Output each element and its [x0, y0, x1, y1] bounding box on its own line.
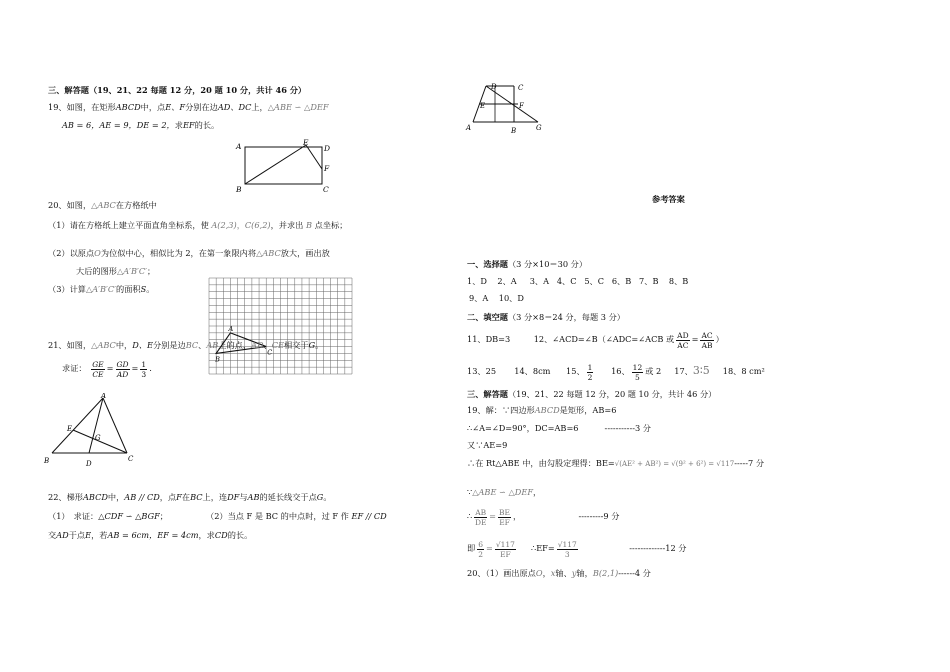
grid-label-b: B	[215, 355, 220, 364]
q21-triangle-figure	[40, 393, 140, 471]
q19-rectangle-figure	[232, 138, 337, 196]
q21-prove: 求证： $\frac{GE}{CE}$ = $\frac{GD}{AD}$ = $\frac{1}{3}$ .	[62, 359, 152, 379]
q21-label-c: C	[128, 455, 134, 463]
q21-label-a: A	[101, 393, 107, 400]
q22-label-a: A	[466, 124, 472, 132]
q20-part2b: 大后的图形△A′B′C′；	[76, 266, 156, 276]
q19-label-e: E	[303, 138, 309, 147]
q22-part1: （1） 求证：△CDF ∽ △BGF；	[48, 511, 168, 521]
q22-label-g: G	[536, 124, 542, 132]
q22-label-e: E	[480, 102, 486, 110]
q20-part1: （1）请在方格纸上建立平面直角坐标系，使 A(2,3)，C(6,2)，并求出 B 点坐标；	[48, 220, 348, 230]
q21-label-d: D	[86, 460, 92, 468]
q21-label-g: G	[95, 434, 101, 442]
q20-part2: （2）以原点O为位似中心，相似比为 2，在第一象限内将△ABC放大，画出放	[48, 248, 330, 258]
q19-label-f: F	[324, 164, 330, 173]
q19-label-b: B	[236, 185, 242, 194]
section3-heading: 三、解答题（19、21、22 每题 12 分，20 题 10 分，共计 46 分）	[48, 85, 307, 95]
s3-line4: ∴在 Rt△ABE 中，由勾股定理得：BE=√(AE² + AB²) = √(9² + 6²) = √117-----7 分	[467, 458, 765, 468]
answers-title: 参考答案	[652, 194, 685, 204]
s2-row1: 11、DB=3 12、∠ACD=∠B（∠ADC=∠ACB 或 $\frac{AD}{AC}$ = $\frac{AC}{AB}$ ）	[467, 330, 724, 350]
s3-line3: 又∵AE=9	[467, 440, 508, 450]
s3-line5: ∵△ABE ∽ △DEF，	[467, 487, 542, 497]
s1-row1: 1、D 2、A 3、A 4、C 5、C 6、B 7、B 8、B	[467, 276, 689, 286]
q20-line1: 20、如图，△ABC在方格纸中	[48, 200, 157, 210]
q22-line3: 交AD于点E，若AB = 6cm，EF = 4cm，求CD的长。	[48, 530, 253, 540]
s3-line6: ∴ $\frac{AB}{DE}$ = $\frac{BE}{EF}$ ， ---------9 分	[467, 507, 620, 527]
q22-label-f: F	[519, 102, 524, 110]
q21-label-b: B	[44, 457, 50, 465]
q19-label-c: C	[323, 185, 329, 194]
s3-line8: 20、（1）画出原点O，x轴、y轴，B(2,1)------4 分	[467, 568, 651, 578]
q22-trapezoid-figure	[462, 80, 552, 136]
q22-label-b: B	[511, 127, 517, 135]
s2-heading: 二、填空题（3 分×8＝24 分，每题 3 分）	[467, 312, 625, 322]
grid-label-a: A	[228, 324, 234, 333]
q21-label-e: E	[67, 425, 73, 433]
s3-heading: 三、解答题（19、21、22 每题 12 分，20 题 10 分，共计 46 分）	[467, 389, 717, 399]
q20-part3: （3）计算△A′B′C′的面积S。	[48, 284, 155, 294]
s2-row2: 13、25 14、8cm 15、 $\frac{1}{2}$ 16、 $\frac{12}{5}$ 或 2 17、3∶5 18、8 cm²	[467, 362, 765, 382]
q19-line2: AB = 6，AE = 9，DE = 2，求EF的长。	[62, 120, 220, 130]
s3-line2: ∴∠A=∠D=90°，DC=AB=6 -----------3 分	[467, 423, 651, 433]
q20-grid-paper	[208, 277, 353, 375]
q19-label-a: A	[236, 142, 242, 151]
s3-line1: 19、解：∵四边形ABCD是矩形，AB=6	[467, 405, 617, 415]
q22-label-d: D	[491, 83, 497, 91]
q22-label-c: C	[518, 84, 524, 92]
s1-row2: 9、A 10、D	[469, 293, 524, 303]
s3-line7: 即 $\frac{6}{2}$ = $\frac{√117}{EF}$ ∴EF= $\frac{√117}{3}$ -------------12 分	[467, 539, 687, 559]
q21-line1: 21、如图，△ABC中，D、E分别是边BC、AB上的点，AD、CE相交于G。	[48, 340, 324, 350]
s1-heading: 一、选择题（3 分×10＝30 分）	[467, 259, 588, 269]
grid-label-c: C	[267, 348, 273, 357]
q19-line1: 19、如图，在矩形ABCD中，点E、F分别在边AD、DC上，△ABE ∽ △DEF	[48, 102, 329, 112]
q22-line1: 22、梯形ABCD中，AB // CD，点F在BC上，连DF与AB的延长线交于点G。	[48, 492, 332, 502]
q19-label-d: D	[324, 144, 331, 153]
q22-part2: （2）当点 F 是 BC 的中点时，过 F 作 EF // CD	[206, 511, 387, 521]
